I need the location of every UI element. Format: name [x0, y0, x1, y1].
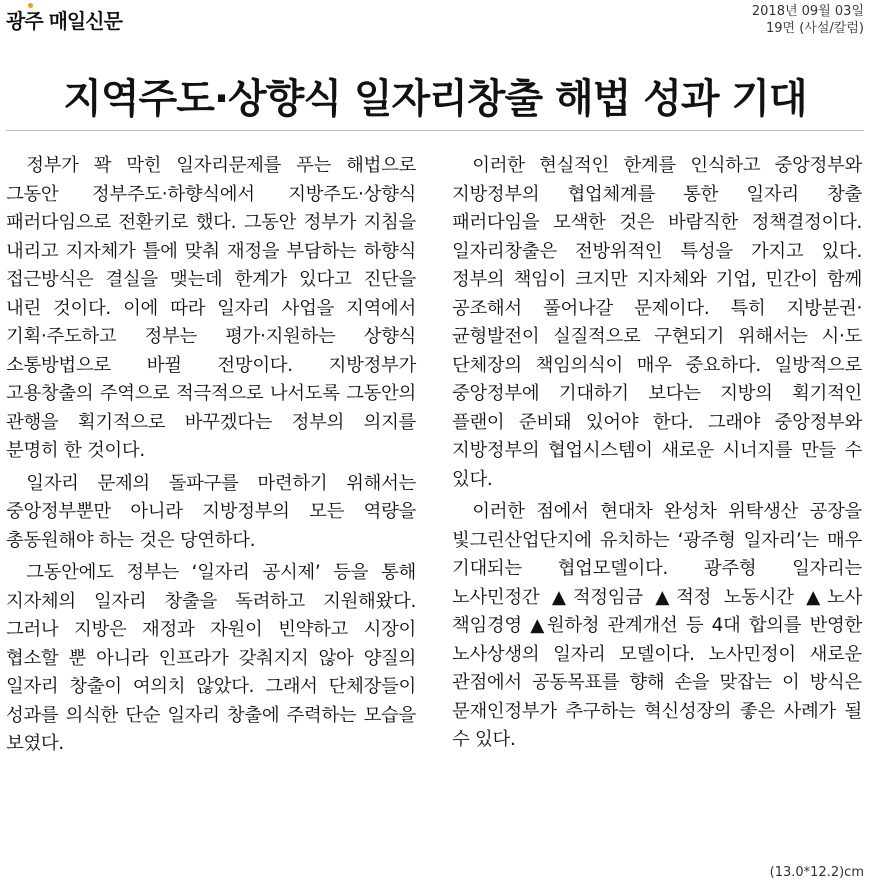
publication-meta: [752, 3, 864, 37]
article-headline: 지역주도·상향식 일자리창출 해법 성과 기대: [63, 75, 807, 122]
paragraph: 이러한 점에서 현대차 완성차 위탁생산 공장을 빛그린산업단지에 유치하는 ‘광주형 일자리’는 매우 기대되는 협업모델이다. 광주형 일자리는 노사민정간 ▲적정임금 ▲적정 노동시간 ▲노사 책임경영 ▲원하청 관계개선 등 4대 합의를 반영한 노사상생의 일자리 모델이다. 노사민정이 새로운 관점에서 공동목표를 향해 손을 맞잡는 이 방식은 문재인정부가 추구하는 혁신성장의 좋은 사례가 될 수 있다.: [452, 501, 862, 750]
paragraph: 그동안에도 정부는 ‘일자리 공시제’ 등을 통해 지자체의 일자리 창출을 독려하고 지원해왔다. 그러나 지방은 재정과 자원이 빈약하고 시장이 협소할 뿐 아니라 인프라가 갖춰지지 않아 양질의 일자리 창출이 여의치 않았다. 그래서 단체장들이 성과를 의식한 단순 일자리 창출에 주력하는 모습을 보였다.: [6, 562, 416, 754]
masthead: [6, 4, 122, 34]
publication-date: 2018년 09월 03일: [751, 4, 864, 19]
article-column-left: [6, 152, 416, 763]
newspaper-logo: [6, 5, 122, 34]
paragraph: 일자리 문제의 돌파구를 마련하기 위해서는 중앙정부뿐만 아니라 지방정부의 모든 역량을 총동원해야 하는 것은 당연하다.: [6, 472, 416, 551]
page-section: 19면 (사설/칼럼): [766, 21, 864, 36]
paragraph: 이러한 현실적인 한계를 인식하고 중앙정부와 지방정부의 협업체계를 통한 일자리 창출 패러다임을 모색한 것은 바람직한 정책결정이다. 일자리창출은 전방위적인 특성을 가지고 있다. 정부의 책임이 크지만 지자체와 기업, 민간이 함께 공조해서 풀어나갈 문제이다. 특히 지방분권·균형발전이 실질적으로 구현되기 위해서는 시·도 단체장의 책임의식이 매우 중요하다. 일방적으로 중앙정부에 기대하기 보다는 지방의 획기적인 플랜이 준비돼 있어야 한다. 그래야 중앙정부와 지방정부의 협업시스템이 새로운 시너지를 만들 수 있다.: [452, 155, 862, 490]
paragraph: 정부가 꽉 막힌 일자리문제를 푸는 해법으로 그동안 정부주도·하향식에서 지방주도·상향식 패러다임으로 전환키로 했다. 그동안 정부가 지침을 내리고 지자체가 틀에 맞춰 재정을 부담하는 하향식 접근방식은 결실을 맺는데 한계가 있다고 진단을 내린 것이다. 이에 따라 일자리 사업을 지역에서 기획·주도하고 정부는 평가·지원하는 상향식 소통방법으로 바뀔 전망이다. 지방정부가 고용창출의 주역으로 적극적으로 나서도록 그동안의 관행을 획기적으로 바꾸겠다는 정부의 의지를 분명히 한 것이다.: [6, 155, 416, 461]
logo-text: 광주 매일신문: [6, 8, 122, 33]
logo-accent-icon: [28, 3, 33, 8]
article-column-right: [452, 152, 862, 759]
article-size-note: (13.0*12.2)cm: [769, 865, 864, 880]
headline-divider: [6, 130, 864, 131]
